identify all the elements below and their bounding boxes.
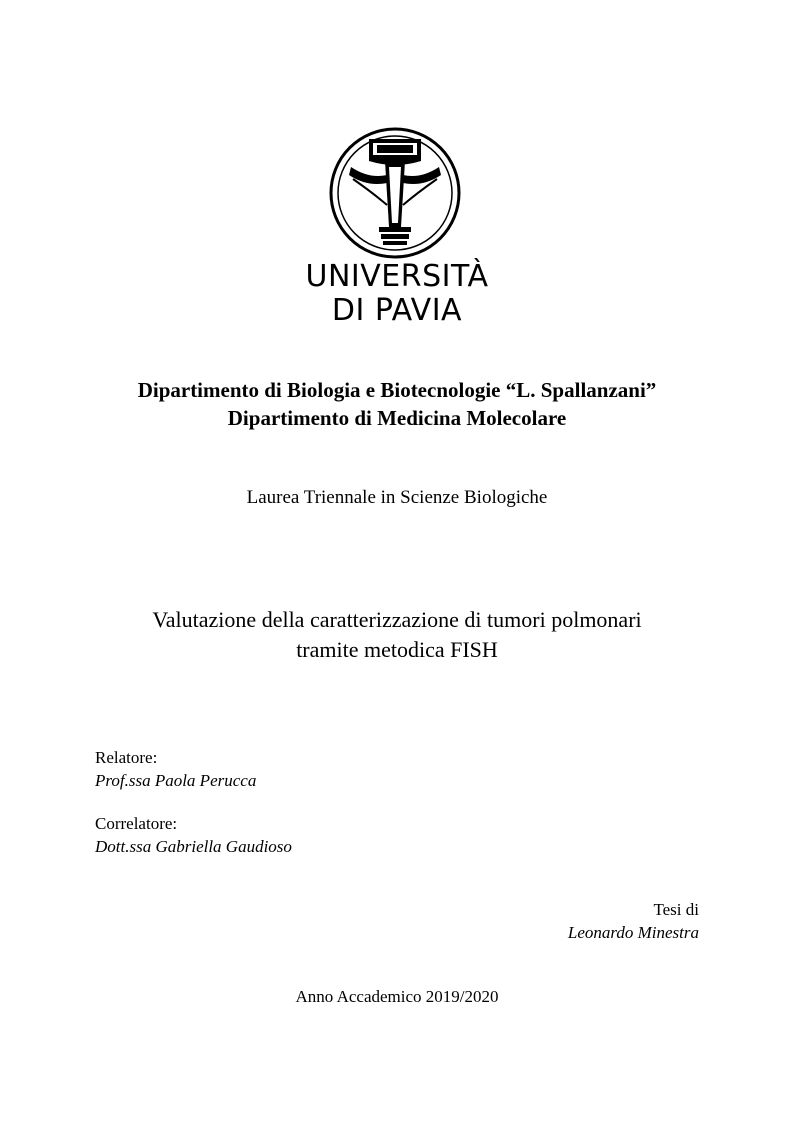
thesis-title-line-1: Valutazione della caratterizzazione di tumori polmonari xyxy=(152,607,642,632)
relatore-label: Relatore: xyxy=(95,748,158,767)
thesis-title-line-2: tramite metodica FISH xyxy=(296,637,498,662)
correlatore-label: Correlatore: xyxy=(95,814,178,833)
correlatore-name: Dott.ssa Gabriella Gaudioso xyxy=(95,837,292,856)
author-name: Leonardo Minestra xyxy=(567,923,699,942)
university-name-line-2: DI PAVIA xyxy=(331,293,463,328)
university-seal-icon xyxy=(329,127,461,259)
degree-course: Laurea Triennale in Scienze Biologiche xyxy=(246,487,548,508)
university-name-line-1: UNIVERSITÀ xyxy=(305,259,489,294)
department-line-1: Dipartimento di Biologia e Biotecnologie “L. Spallanzani” xyxy=(137,378,657,402)
relatore-name: Prof.ssa Paola Perucca xyxy=(95,771,257,790)
academic-year: Anno Accademico 2019/2020 xyxy=(295,987,499,1006)
department-line-2: Dipartimento di Medicina Molecolare xyxy=(227,406,567,430)
author-label: Tesi di xyxy=(653,900,699,919)
